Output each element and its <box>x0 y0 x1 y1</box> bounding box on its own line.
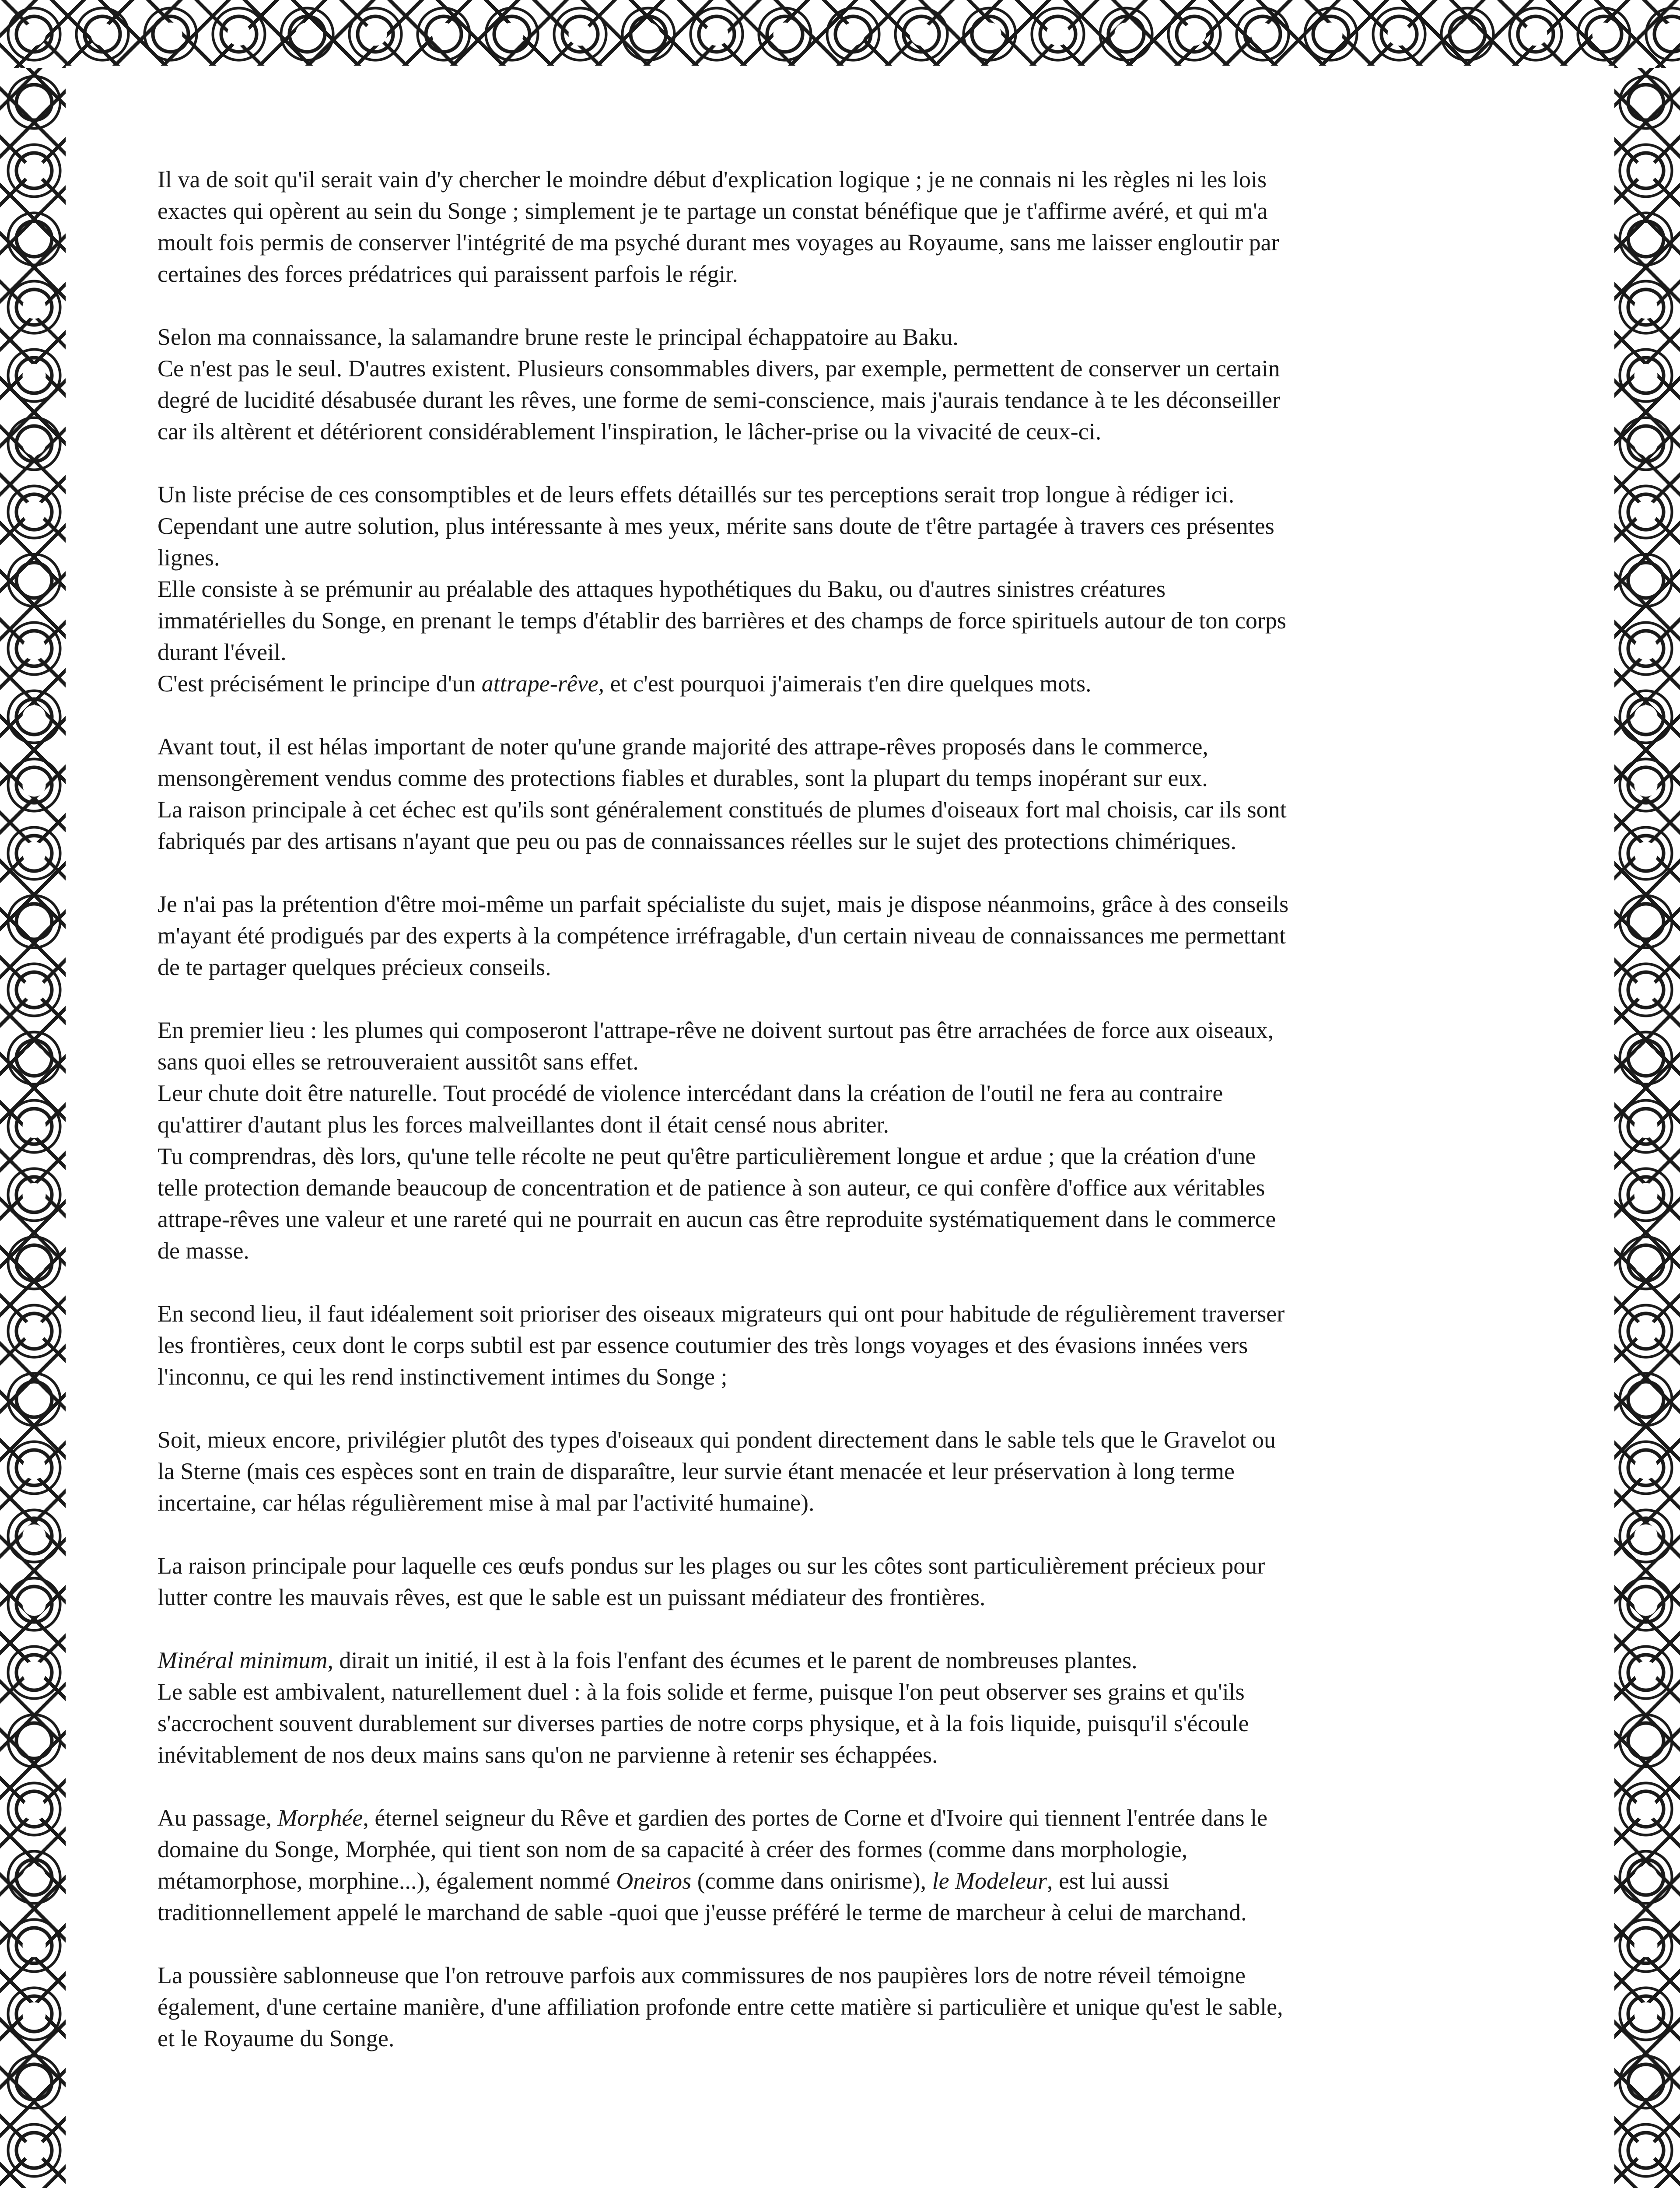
paragraph-1 <box>158 164 1603 290</box>
text-run: C'est précisément le principe d'un <box>158 670 482 697</box>
border-left-pattern <box>0 68 68 2188</box>
text-run: métamorphose, morphine...), également nommé <box>158 1868 616 1894</box>
text-line: Leur chute doit être naturelle. Tout procédé de violence intercédant dans la création de l'outil ne fera au contraire <box>158 1080 1223 1106</box>
text-line: inévitablement de nos deux mains sans qu'on ne parvienne à retenir ses échappées. <box>158 1742 938 1768</box>
text-line: traditionnellement appelé le marchand de sable -quoi que j'eusse préféré le terme de marcheur à celui de marchand. <box>158 1899 1247 1925</box>
italic-term-morphee: Morphée <box>277 1805 363 1831</box>
text-line: s'accrochent souvent durablement sur diverses parties de notre corps physique, et à la fois liquide, puisqu'il s'écoule <box>158 1710 1249 1736</box>
italic-term-mineral-minimum: Minéral minimum <box>158 1647 328 1673</box>
paragraph-8 <box>158 1424 1603 1518</box>
text-line: immatérielles du Songe, en prenant le temps d'établir des barrières et des champs de force spirituels autour de ton corps <box>158 607 1286 634</box>
text-run: , est lui aussi <box>1046 1868 1169 1894</box>
italic-term-le-modeleur: le Modeleur <box>932 1868 1047 1894</box>
text-line: Je n'ai pas la prétention d'être moi-même un parfait spécialiste du sujet, mais je dispose néanmoins, grâce à des conseils <box>158 891 1289 917</box>
text-line: domaine du Songe, Morphée, qui tient son nom de sa capacité à créer des formes (comme dans morphologie, <box>158 1836 1188 1862</box>
text-line: Ce n'est pas le seul. D'autres existent. Plusieurs consommables divers, par exemple, permettent de conserver un certain <box>158 355 1280 382</box>
text-line: sans quoi elles se retrouveraient aussitôt sans effet. <box>158 1048 639 1075</box>
paragraph-4 <box>158 731 1603 857</box>
text-line: La raison principale pour laquelle ces œufs pondus sur les plages ou sur les côtes sont particulièrement précieux pour <box>158 1553 1265 1579</box>
text-line <box>158 1865 1603 1897</box>
text-line: de masse. <box>158 1238 249 1264</box>
text-run: , dirait un initié, il est à la fois l'enfant des écumes et le parent de nombreuses plantes. <box>327 1647 1138 1673</box>
text-line: Cependant une autre solution, plus intéressante à mes yeux, mérite sans doute de t'être partagée à travers ces présentes <box>158 513 1274 539</box>
text-line: les frontières, ceux dont le corps subtil est par essence coutumier des très longs voyages et des évasions innées vers <box>158 1332 1248 1358</box>
text-line: Soit, mieux encore, privilégier plutôt des types d'oiseaux qui pondent directement dans le sable tels que le Gravelot ou <box>158 1427 1276 1453</box>
text-line: également, d'une certaine manière, d'une affiliation profonde entre cette matière si particulière et unique qu'est le sable, <box>158 1994 1283 2020</box>
italic-term-attrape-reve: attrape-rêve, <box>481 670 605 697</box>
text-line: Il va de soit qu'il serait vain d'y chercher le moindre début d'explication logique ; je ne connais ni les règles ni les lois <box>158 166 1267 193</box>
text-line <box>158 1802 1603 1834</box>
text-line: En premier lieu : les plumes qui composeront l'attrape-rêve ne doivent surtout pas être arrachées de force aux oiseaux, <box>158 1017 1274 1043</box>
text-line: Un liste précise de ces consomptibles et de leurs effets détaillés sur tes perceptions serait trop longue à rédiger ici. <box>158 481 1235 508</box>
text-line: exactes qui opèrent au sein du Songe ; simplement je te partage un constat bénéfique que je t'affirme avéré, et qui m'a <box>158 198 1268 224</box>
text-line: Elle consiste à se prémunir au préalable des attaques hypothétiques du Baku, ou d'autres sinistres créatures <box>158 576 1166 602</box>
text-line: lutter contre les mauvais rêves, est que le sable est un puissant médiateur des frontières. <box>158 1584 986 1610</box>
text-line: m'ayant été prodigués par des experts à la compétence irréfragable, d'un certain niveau de connaissances me permettant <box>158 922 1286 949</box>
paragraph-11 <box>158 1802 1603 1928</box>
paragraph-2 <box>158 321 1603 447</box>
text-line: mensongèrement vendus comme des protections fiables et durables, sont la plupart du temps inopérant sur eux. <box>158 765 1208 791</box>
text-run: Au passage, <box>158 1805 278 1831</box>
text-line: de te partager quelques précieux conseils. <box>158 954 551 980</box>
paragraph-6 <box>158 1014 1603 1266</box>
text-line: Avant tout, il est hélas important de noter qu'une grande majorité des attrape-rêves proposés dans le commerce, <box>158 733 1208 760</box>
border-right-pattern <box>1612 68 1680 2188</box>
paragraph-9 <box>158 1550 1603 1613</box>
text-line: fabriqués par des artisans n'ayant que peu ou pas de connaissances réelles sur le sujet des protections chimériques. <box>158 828 1236 854</box>
text-line: telle protection demande beaucoup de concentration et de patience à son auteur, ce qui confère d'office aux véritables <box>158 1175 1265 1201</box>
text-line: En second lieu, il faut idéalement soit prioriser des oiseaux migrateurs qui ont pour habitude de régulièrement traverser <box>158 1301 1285 1327</box>
body-text <box>158 164 1603 2086</box>
text-line: incertaine, car hélas régulièrement mise à mal par l'activité humaine). <box>158 1490 815 1516</box>
text-line: degré de lucidité désabusée durant les rêves, une forme de semi-conscience, mais j'aurais tendance à te les déconseiller <box>158 387 1281 413</box>
text-line: qu'attirer d'autant plus les forces malveillantes dont il était censé nous abriter. <box>158 1112 889 1138</box>
text-line: car ils altèrent et détériorent considérablement l'inspiration, le lâcher-prise ou la vivacité de ceux-ci. <box>158 418 1102 445</box>
text-line: attrape-rêves une valeur et une rareté qui ne pourrait en aucun cas être reproduite systématiquement dans le commerce <box>158 1206 1276 1232</box>
text-line: la Sterne (mais ces espèces sont en train de disparaître, leur survie étant menacée et leur préservation à long terme <box>158 1458 1235 1484</box>
text-line: durant l'éveil. <box>158 639 287 665</box>
text-line: lignes. <box>158 544 220 571</box>
text-line: et le Royaume du Songe. <box>158 2025 395 2051</box>
text-line: Tu comprendras, dès lors, qu'une telle récolte ne peut qu'être particulièrement longue et ardue ; que la création d'une <box>158 1143 1256 1169</box>
paragraph-3 <box>158 479 1603 699</box>
paragraph-12 <box>158 1960 1603 2054</box>
text-line: Selon ma connaissance, la salamandre brune reste le principal échappatoire au Baku. <box>158 324 959 350</box>
text-run: , éternel seigneur du Rêve et gardien des portes de Corne et d'Ivoire qui tiennent l'entrée dans le <box>363 1805 1268 1831</box>
paragraph-7 <box>158 1298 1603 1392</box>
text-run: (comme dans onirisme), <box>691 1868 932 1894</box>
text-line: La poussière sablonneuse que l'on retrouve parfois aux commissures de nos paupières lors de notre réveil témoigne <box>158 1962 1246 1988</box>
text-line: l'inconnu, ce qui les rend instinctivement intimes du Songe ; <box>158 1364 728 1390</box>
page-sheet <box>68 68 1612 2188</box>
paragraph-10 <box>158 1645 1603 1771</box>
text-line: La raison principale à cet échec est qu'ils sont généralement constitués de plumes d'oiseaux fort mal choisis, car ils sont <box>158 796 1287 823</box>
text-line: Le sable est ambivalent, naturellement duel : à la fois solide et ferme, puisque l'on peut observer ses grains et qu'ils <box>158 1679 1245 1705</box>
text-line: moult fois permis de conserver l'intégrité de ma psyché durant mes voyages au Royaume, sans me laisser engloutir par <box>158 229 1279 256</box>
paragraph-5 <box>158 888 1603 983</box>
text-line <box>158 668 1603 699</box>
italic-term-oneiros: Oneiros <box>616 1868 692 1894</box>
text-run: et c'est pourquoi j'aimerais t'en dire quelques mots. <box>604 670 1092 697</box>
text-line: certaines des forces prédatrices qui paraissent parfois le régir. <box>158 261 738 287</box>
text-line <box>158 1645 1603 1676</box>
border-top-pattern <box>0 0 1680 68</box>
